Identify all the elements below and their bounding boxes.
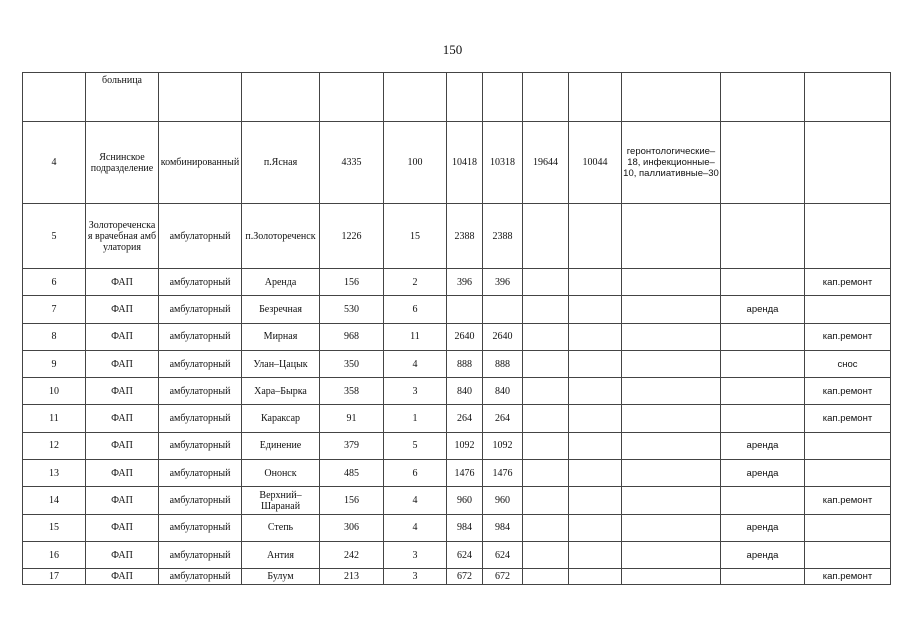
table-cell-share: 100: [384, 122, 447, 204]
table-cell-share: 15: [384, 204, 447, 269]
table-cell-share: 6: [384, 296, 447, 323]
table-cell-value: 2388: [483, 204, 523, 269]
table-cell-number: 8: [23, 323, 86, 350]
table-cell-value: 10418: [447, 122, 483, 204]
table-cell-settlement: Верхний–Шаранай: [242, 487, 320, 514]
table-cell-number: 13: [23, 460, 86, 487]
table-cell-number: 11: [23, 405, 86, 432]
table-cell-type: амбулаторный: [159, 432, 242, 459]
table-cell-population: 156: [320, 487, 384, 514]
table-cell-population: 1226: [320, 204, 384, 269]
table-cell-settlement: Безречная: [242, 296, 320, 323]
table-cell-value: 960: [447, 487, 483, 514]
table-cell-note: аренда: [721, 296, 805, 323]
table-cell-value: 1476: [483, 460, 523, 487]
table-cell-population: 4335: [320, 122, 384, 204]
table-cell-facility: ФАП: [86, 350, 159, 377]
table-cell-value: [483, 296, 523, 323]
table-cell-note: [721, 378, 805, 405]
table-cell-value: 984: [483, 514, 523, 541]
table-cell-action: кап.ремонт: [805, 323, 891, 350]
table-cell-settlement: п.Ясная: [242, 122, 320, 204]
table-cell-note: [721, 487, 805, 514]
table-cell-value: 672: [447, 569, 483, 585]
table-cell-number: 14: [23, 487, 86, 514]
table-cell-share: 1: [384, 405, 447, 432]
table-cell-value: 264: [447, 405, 483, 432]
table-cell-settlement: Степь: [242, 514, 320, 541]
table-cell-value: 888: [483, 350, 523, 377]
table-cell-value: 396: [483, 269, 523, 296]
table-cell-type: амбулаторный: [159, 460, 242, 487]
table-cell-settlement: Ононск: [242, 460, 320, 487]
table-cell-value: 624: [483, 541, 523, 568]
table-cell-population: 350: [320, 350, 384, 377]
table-cell-note: аренда: [721, 514, 805, 541]
table-row: [23, 378, 891, 405]
table-cell-share: 4: [384, 514, 447, 541]
facilities-table: [22, 72, 891, 585]
table-cell-value: 10044: [569, 122, 622, 204]
table-cell-share: 11: [384, 323, 447, 350]
table-cell-facility: ФАП: [86, 569, 159, 585]
table-cell-type: амбулаторный: [159, 296, 242, 323]
table-cell-value: [447, 296, 483, 323]
table-row: [23, 122, 891, 204]
table-cell-facility: ФАП: [86, 296, 159, 323]
table-row: [23, 514, 891, 541]
table-row: [23, 487, 891, 514]
table-row: [23, 296, 891, 323]
table-cell-settlement: Улан–Цацык: [242, 350, 320, 377]
table-cell-share: 3: [384, 378, 447, 405]
table-cell-type: амбулаторный: [159, 569, 242, 585]
table-cell-value: 1476: [447, 460, 483, 487]
table-cell-population: 379: [320, 432, 384, 459]
table-cell-action: [805, 296, 891, 323]
table-cell-action: кап.ремонт: [805, 269, 891, 296]
table-cell-population: 213: [320, 569, 384, 585]
table-cell-population: 530: [320, 296, 384, 323]
table-cell-population: 156: [320, 269, 384, 296]
table-cell-settlement: п.Золотореченск: [242, 204, 320, 269]
table-cell-type: амбулаторный: [159, 323, 242, 350]
table-row: [23, 323, 891, 350]
table-cell-settlement: Мирная: [242, 323, 320, 350]
table-cell-facility: ФАП: [86, 487, 159, 514]
table-cell-value: 2388: [447, 204, 483, 269]
table-cell-number: 7: [23, 296, 86, 323]
table-row: [23, 432, 891, 459]
table-cell-note: [721, 269, 805, 296]
table-cell-type: амбулаторный: [159, 378, 242, 405]
table-cell-facility: ФАП: [86, 323, 159, 350]
table-cell-note: [721, 323, 805, 350]
table-cell-number: 12: [23, 432, 86, 459]
page-number: 150: [442, 42, 463, 57]
table-cell-facility: ФАП: [86, 269, 159, 296]
table-row: [23, 204, 891, 269]
table-cell-facility: ФАП: [86, 514, 159, 541]
table-cell-note: аренда: [721, 541, 805, 568]
table-cell-facility: ФАП: [86, 541, 159, 568]
table-cell-note: [721, 350, 805, 377]
table-cell-share: 6: [384, 460, 447, 487]
table-cell-settlement: Хара–Бырка: [242, 378, 320, 405]
table-cell-share: 4: [384, 350, 447, 377]
table-cell-action: [805, 460, 891, 487]
table-cell-facility: ФАП: [86, 432, 159, 459]
table-cell-value: 984: [447, 514, 483, 541]
table-cell-value: 1092: [447, 432, 483, 459]
table-cell-share: 3: [384, 541, 447, 568]
table-cell-type: амбулаторный: [159, 541, 242, 568]
table-cell-value: 264: [483, 405, 523, 432]
table-cell-settlement: Единение: [242, 432, 320, 459]
table-cell-type: амбулаторный: [159, 269, 242, 296]
table-cell-population: 968: [320, 323, 384, 350]
table-cell-number: 15: [23, 514, 86, 541]
table-cell-action: кап.ремонт: [805, 569, 891, 585]
table-cell-number: 4: [23, 122, 86, 204]
table-cell-population: 242: [320, 541, 384, 568]
table-cell-value: 2640: [447, 323, 483, 350]
table-cell-facility: ФАП: [86, 460, 159, 487]
table-cell-number: 10: [23, 378, 86, 405]
table-cell-type: амбулаторный: [159, 204, 242, 269]
table-cell-action: кап.ремонт: [805, 405, 891, 432]
table-cell-number: 17: [23, 569, 86, 585]
table-row: [23, 460, 891, 487]
table-row: [23, 269, 891, 296]
table-cell-action: кап.ремонт: [805, 487, 891, 514]
table-cell-action: [805, 541, 891, 568]
table-cell-share: 4: [384, 487, 447, 514]
table-row: [23, 405, 891, 432]
table-cell-share: 2: [384, 269, 447, 296]
table-cell-value: 19644: [523, 122, 569, 204]
table-cell-type: амбулаторный: [159, 487, 242, 514]
table-cell-type: амбулаторный: [159, 350, 242, 377]
table-cell-note: аренда: [721, 460, 805, 487]
table-cell-type: амбулаторный: [159, 405, 242, 432]
table-cell-action: [805, 432, 891, 459]
table-row: [23, 350, 891, 377]
table-cell-note: аренда: [721, 432, 805, 459]
table-cell-value: 396: [447, 269, 483, 296]
table-cell-value: 672: [483, 569, 523, 585]
table-row: [23, 569, 891, 585]
table-cell-action: снос: [805, 350, 891, 377]
table-cell-facility: ФАП: [86, 378, 159, 405]
table-cell-facility: ФАП: [86, 405, 159, 432]
table-cell-value: 888: [447, 350, 483, 377]
table-cell-number: 6: [23, 269, 86, 296]
table-cell-action: кап.ремонт: [805, 378, 891, 405]
table-cell-population: 485: [320, 460, 384, 487]
table-cell-facility: Золотореченская врачебная амбулатория: [86, 204, 159, 269]
table-cell-settlement: Антия: [242, 541, 320, 568]
table-cell-number: 5: [23, 204, 86, 269]
table-cell-value: 840: [483, 378, 523, 405]
table-cell-population: 306: [320, 514, 384, 541]
table-cell-type: амбулаторный: [159, 514, 242, 541]
table-cell-facility: Яснинское подразделение: [86, 122, 159, 204]
table-cell-action: [805, 514, 891, 541]
table-cell-value: 960: [483, 487, 523, 514]
table-cell-type: комбинированный: [159, 122, 242, 204]
table-cell-value: 624: [447, 541, 483, 568]
table-row: [23, 73, 891, 122]
table-cell-number: 9: [23, 350, 86, 377]
table-cell-population: 358: [320, 378, 384, 405]
table-cell-share: 5: [384, 432, 447, 459]
table-cell-settlement: Аренда: [242, 269, 320, 296]
table-cell-facility: больница: [86, 73, 159, 122]
table-cell-settlement: Караксар: [242, 405, 320, 432]
table-cell-note: [721, 405, 805, 432]
table-cell-note: [721, 569, 805, 585]
table-cell-value: 1092: [483, 432, 523, 459]
table-cell-settlement: Булум: [242, 569, 320, 585]
table-cell-number: 16: [23, 541, 86, 568]
table-cell-value: 10318: [483, 122, 523, 204]
table-cell-value: 840: [447, 378, 483, 405]
table-cell-value: 2640: [483, 323, 523, 350]
table-cell-share: 3: [384, 569, 447, 585]
table-row: [23, 541, 891, 568]
table-cell-population: 91: [320, 405, 384, 432]
table-cell-beds: геронтологические–18, инфекционные–10, паллиативные–30: [622, 122, 721, 204]
